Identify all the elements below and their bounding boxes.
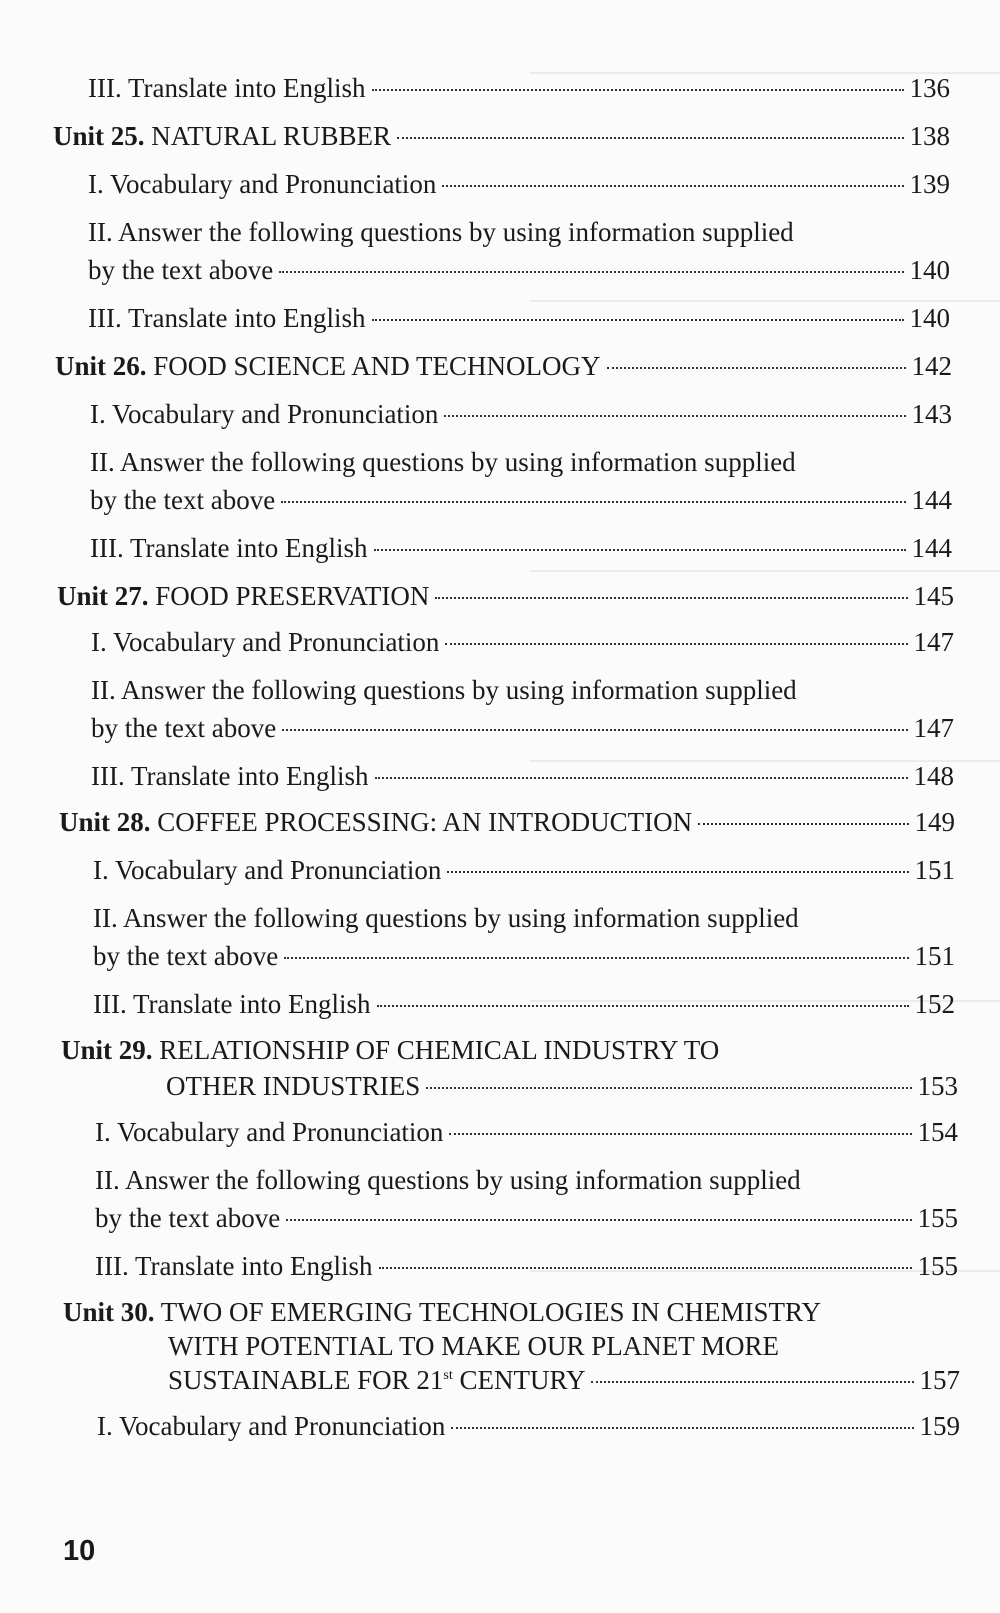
entry-label: I. Vocabulary and Pronunciation (95, 1117, 444, 1147)
dot-leader (372, 89, 904, 91)
page-number: 138 (909, 121, 950, 151)
page-number: 143 (911, 399, 952, 429)
page-number: 140 (909, 303, 950, 333)
entry-label-line: II. Answer the following questions by using information supplied (95, 1165, 801, 1195)
unit-heading-label (53, 120, 391, 152)
page-number: 148 (913, 761, 954, 791)
title-text: SUSTAINABLE FOR 21 (168, 1365, 444, 1395)
dot-leader (281, 501, 905, 503)
entry-label: III. Translate into English (91, 761, 369, 791)
toc-entry[interactable] (88, 72, 950, 104)
dot-leader (379, 1267, 912, 1269)
toc-unit-heading[interactable] (53, 120, 950, 152)
entry-label: I. Vocabulary and Pronunciation (90, 399, 439, 429)
unit-number: Unit 25. (53, 121, 145, 151)
entry-label: by the text above (91, 713, 277, 743)
bleed-through-line (530, 570, 1000, 572)
unit-heading-label (59, 806, 692, 838)
entry-label: by the text above (95, 1203, 281, 1233)
toc-unit-heading[interactable] (59, 806, 955, 838)
toc-entry[interactable] (91, 626, 954, 658)
toc-entry[interactable] (97, 1410, 960, 1442)
page-number: 145 (913, 581, 954, 611)
page-number: 147 (913, 713, 954, 743)
unit-title-cont (168, 1364, 585, 1396)
toc-unit-heading-line (61, 1034, 719, 1066)
page-number: 154 (917, 1117, 958, 1147)
unit-title: FOOD PRESERVATION (155, 581, 430, 611)
dot-leader (374, 549, 906, 551)
unit-title-cont: WITH POTENTIAL TO MAKE OUR PLANET MORE (168, 1331, 779, 1361)
dot-leader (445, 643, 907, 645)
toc-unit-heading[interactable] (55, 350, 952, 382)
unit-title: COFFEE PROCESSING: AN INTRODUCTION (157, 807, 693, 837)
dot-leader (435, 597, 907, 599)
toc-entry[interactable] (93, 854, 955, 886)
dot-leader (698, 823, 908, 825)
toc-entry[interactable] (95, 1250, 958, 1282)
entry-label: III. Translate into English (88, 303, 366, 333)
dot-leader (372, 319, 904, 321)
page-number: 140 (909, 255, 950, 285)
entry-label: by the text above (90, 485, 276, 515)
entry-label: III. Translate into English (90, 533, 368, 563)
entry-label: III. Translate into English (95, 1251, 373, 1281)
dot-leader (377, 1005, 909, 1007)
superscript: st (443, 1368, 453, 1383)
page-number: 159 (919, 1411, 960, 1441)
page-number: 147 (913, 627, 954, 657)
entry-label-line: II. Answer the following questions by using information supplied (91, 675, 797, 705)
page-number: 142 (911, 351, 952, 381)
unit-title: NATURAL RUBBER (151, 121, 392, 151)
toc-entry[interactable] (90, 532, 952, 564)
toc-entry[interactable] (90, 484, 952, 516)
unit-number: Unit 27. (57, 581, 149, 611)
entry-label: III. Translate into English (93, 989, 371, 1019)
entry-label-line: II. Answer the following questions by using information supplied (88, 217, 794, 247)
dot-leader (591, 1381, 913, 1383)
entry-label: III. Translate into English (88, 73, 366, 103)
entry-label: I. Vocabulary and Pronunciation (97, 1411, 446, 1441)
page-number: 152 (914, 989, 955, 1019)
dot-leader (451, 1427, 913, 1429)
dot-leader (444, 415, 905, 417)
toc-unit-heading[interactable] (168, 1364, 960, 1396)
page-number: 151 (914, 941, 955, 971)
entry-label: I. Vocabulary and Pronunciation (88, 169, 437, 199)
entry-label: by the text above (93, 941, 279, 971)
page-number: 157 (919, 1365, 960, 1395)
toc-unit-heading-line (63, 1296, 821, 1328)
page-number: 151 (914, 855, 955, 885)
unit-number: Unit 30. (63, 1297, 155, 1327)
dot-leader (279, 271, 903, 273)
dot-leader (286, 1219, 911, 1221)
entry-label: I. Vocabulary and Pronunciation (91, 627, 440, 657)
toc-entry[interactable] (88, 302, 950, 334)
dot-leader (284, 957, 908, 959)
toc-entry[interactable] (90, 398, 952, 430)
footer-page-number: 10 (63, 1535, 96, 1567)
entry-label-line: II. Answer the following questions by using information supplied (90, 447, 796, 477)
unit-title: FOOD SCIENCE AND TECHNOLOGY (153, 351, 601, 381)
toc-entry[interactable] (91, 712, 954, 744)
toc-entry[interactable] (95, 1202, 958, 1234)
page-number: 136 (909, 73, 950, 103)
dot-leader (282, 729, 907, 731)
toc-unit-heading[interactable] (57, 580, 954, 612)
page-number: 155 (917, 1203, 958, 1233)
unit-title: RELATIONSHIP OF CHEMICAL INDUSTRY TO (159, 1035, 720, 1065)
entry-label-line: II. Answer the following questions by using information supplied (93, 903, 799, 933)
unit-number: Unit 26. (55, 351, 147, 381)
entry-label: I. Vocabulary and Pronunciation (93, 855, 442, 885)
dot-leader (426, 1087, 911, 1089)
toc-entry[interactable] (88, 254, 950, 286)
toc-unit-heading[interactable] (166, 1070, 958, 1102)
toc-entry[interactable] (88, 168, 950, 200)
unit-title: TWO OF EMERGING TECHNOLOGIES IN CHEMISTRY (160, 1297, 822, 1327)
dot-leader (607, 367, 906, 369)
unit-heading-label (55, 350, 601, 382)
toc-entry[interactable] (95, 1116, 958, 1148)
dot-leader (449, 1133, 911, 1135)
unit-heading-label (57, 580, 429, 612)
page-number: 144 (911, 485, 952, 515)
toc-entry[interactable] (91, 760, 954, 792)
dot-leader (447, 871, 908, 873)
toc-entry[interactable] (93, 940, 955, 972)
page-number: 153 (917, 1071, 958, 1101)
title-text: CENTURY (452, 1365, 586, 1395)
unit-number: Unit 29. (61, 1035, 153, 1065)
unit-number: Unit 28. (59, 807, 151, 837)
toc-entry[interactable] (93, 988, 955, 1020)
page-number: 149 (914, 807, 955, 837)
page-number: 139 (909, 169, 950, 199)
unit-title-cont: OTHER INDUSTRIES (166, 1071, 421, 1101)
dot-leader (442, 185, 903, 187)
entry-label: by the text above (88, 255, 274, 285)
dot-leader (375, 777, 908, 779)
page-number: 144 (911, 533, 952, 563)
page-number: 155 (917, 1251, 958, 1281)
dot-leader (397, 137, 903, 139)
